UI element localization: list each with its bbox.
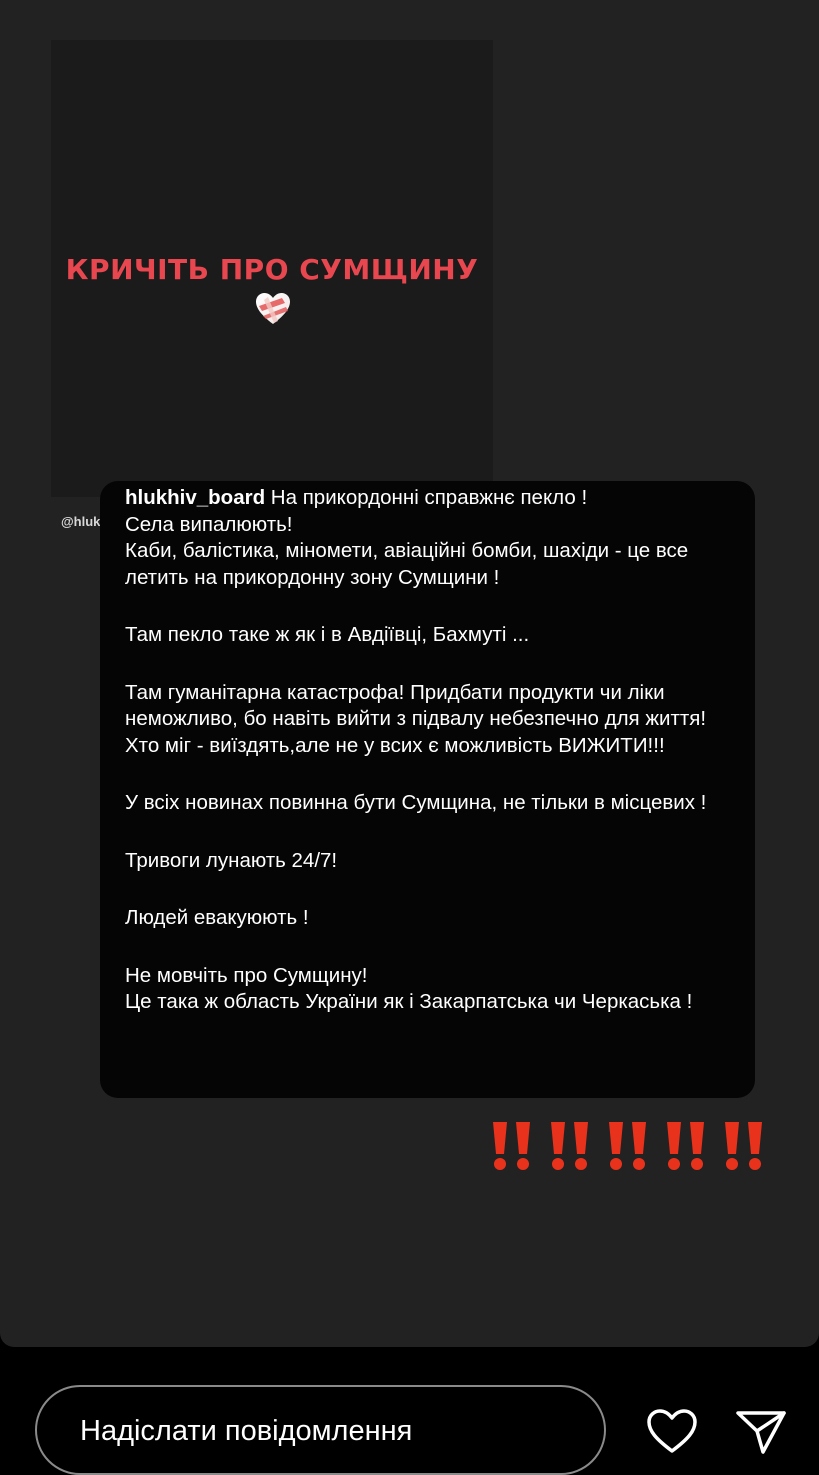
- caption-headline: На прикордонні справжнє пекло !: [265, 486, 588, 509]
- heart-outline-icon[interactable]: [645, 1407, 699, 1455]
- caption-first-line: [125, 485, 745, 512]
- post-title: КРИЧІТЬ ПРО СУМЩИНУ: [65, 253, 479, 286]
- caption-text: [125, 485, 745, 1016]
- double-exclamation-icon: [551, 1122, 588, 1170]
- post-author-handle: @hluk: [61, 514, 101, 529]
- caption-paragraphs: [125, 512, 745, 1016]
- bandaged-heart-icon: [255, 292, 291, 326]
- double-exclamation-icon: [667, 1122, 704, 1170]
- caption-paragraph: Людей евакуюють !: [125, 906, 309, 929]
- double-exclamation-sticker: [487, 1118, 777, 1174]
- caption-card: [100, 481, 755, 1098]
- caption-paragraph: Села випалюють!: [125, 512, 293, 536]
- caption-paragraph: Там гуманітарна катастрофа! Придбати продукти чи ліки неможливо, бо навіть вийти з підвалу небезпечно для життя! Хто міг - виїздять,але не у всих є можливість ВИЖИТИ!!!: [125, 680, 707, 757]
- caption-paragraph: Це така ж область України як і Закарпатська чи Черкаська !: [125, 990, 693, 1013]
- caption-paragraph: Не мовчіть про Сумщину!: [125, 963, 368, 987]
- message-input[interactable]: [35, 1385, 606, 1475]
- caption-paragraph: Каби, балістика, міномети, авіаційні бомби, шахіди - це все летить на прикордонну зону Сумщини !: [125, 539, 689, 589]
- message-placeholder: Надіслати повідомлення: [80, 1415, 413, 1447]
- caption-paragraph: Там пекло таке ж як і в Авдіївці, Бахмуті ...: [125, 623, 530, 646]
- reply-bar: [0, 1347, 819, 1452]
- caption-username: hlukhiv_board: [125, 486, 266, 509]
- double-exclamation-icon: [725, 1122, 762, 1170]
- double-exclamation-icon: [493, 1122, 530, 1170]
- caption-paragraph: Тривоги лунають 24/7!: [125, 848, 338, 872]
- paper-plane-icon[interactable]: [735, 1407, 787, 1455]
- caption-paragraph: У всіх новинах повинна бути Сумщина, не тільки в місцевих !: [125, 791, 707, 814]
- shared-post-preview[interactable]: [51, 40, 493, 497]
- double-exclamation-icon: [609, 1122, 646, 1170]
